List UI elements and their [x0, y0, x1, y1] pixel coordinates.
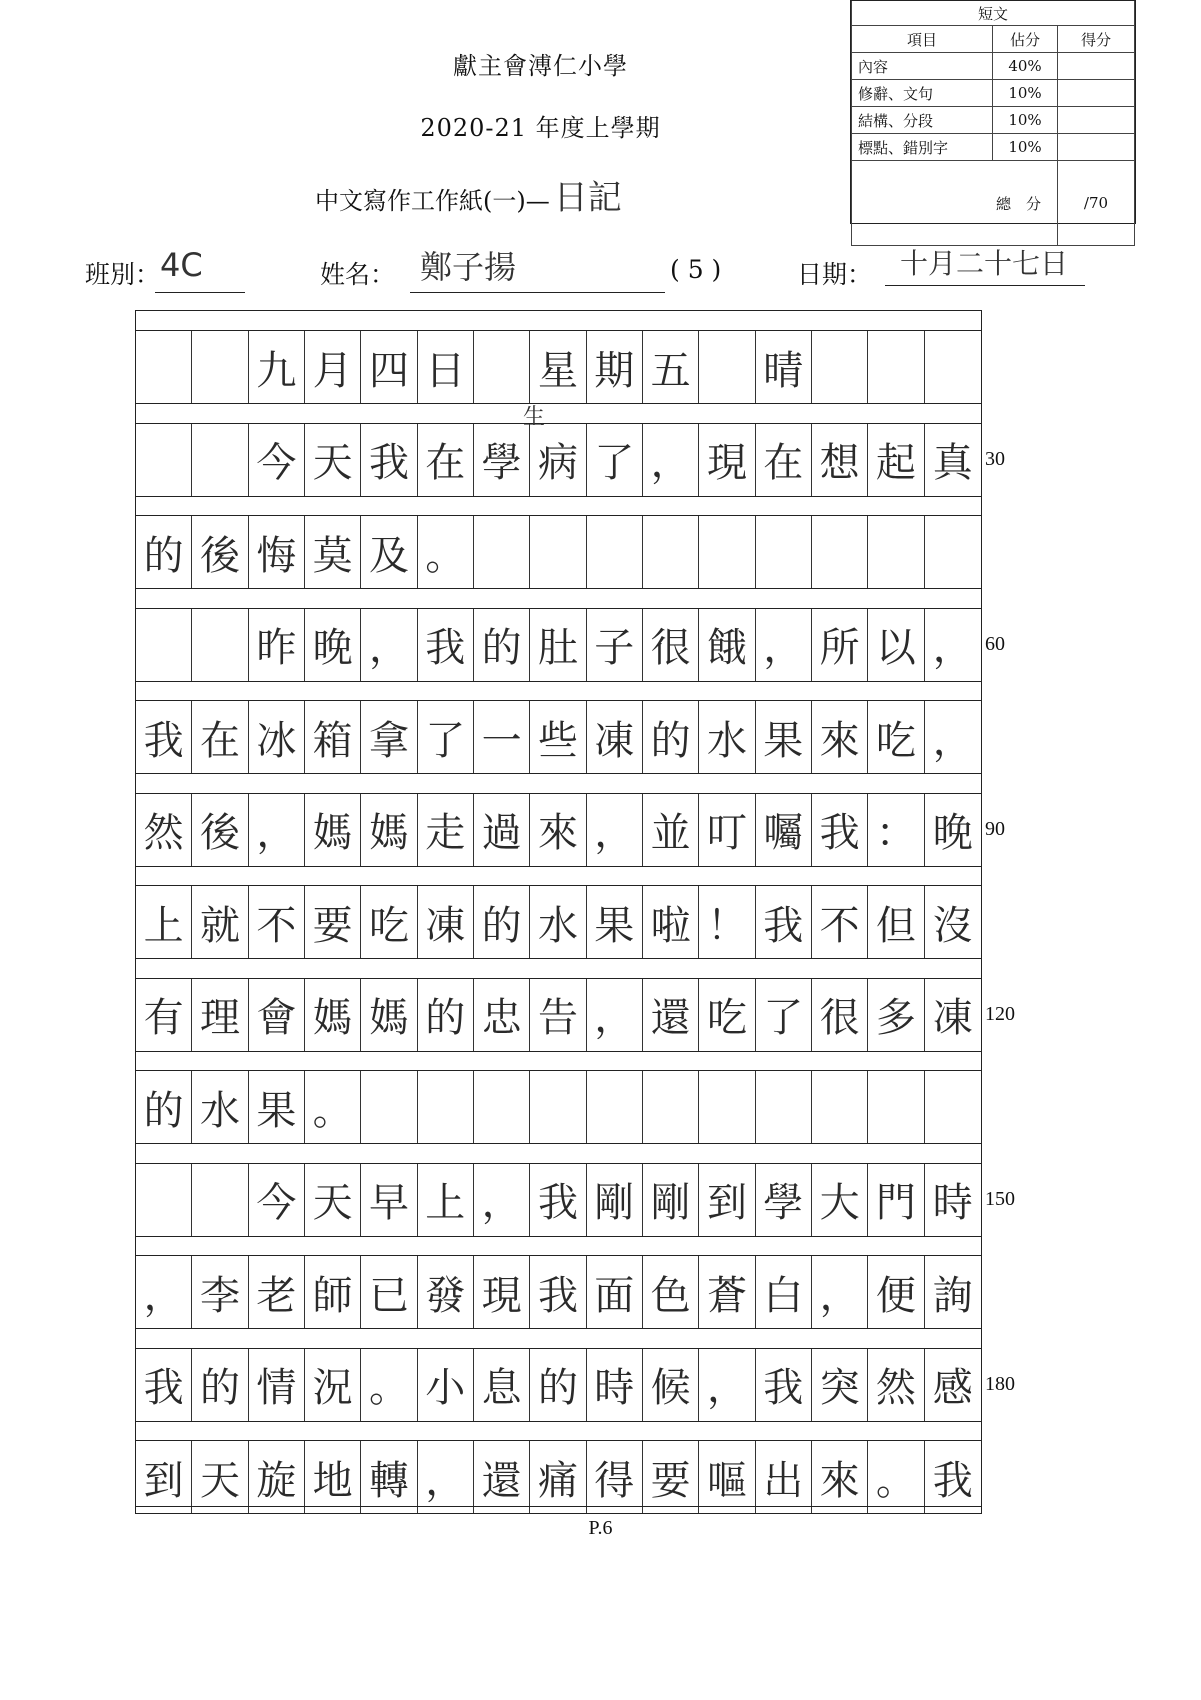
grid-cell: 餓 — [699, 609, 755, 681]
grid-cell: 水 — [699, 701, 755, 773]
grid-cell: 病 — [530, 424, 586, 496]
grid-cell: 忠 — [474, 979, 530, 1051]
grid-cell: 但 — [868, 886, 924, 958]
grid-cell: 我 — [136, 1349, 192, 1421]
grid-cell: ， — [249, 794, 305, 866]
grid-cell: 媽 — [305, 794, 361, 866]
grid-cell: 的 — [474, 886, 530, 958]
grid-cell: 白 — [756, 1256, 812, 1328]
grid-cell: 水 — [192, 1071, 248, 1143]
grid-cell: 我 — [756, 886, 812, 958]
grid-cell: 。 — [868, 1441, 924, 1513]
grid-cell: 已 — [361, 1256, 417, 1328]
grid-cell: 期 — [587, 331, 643, 403]
character-count-marker: 30 — [985, 447, 1005, 470]
grid-cell: 晚 — [932, 810, 973, 856]
grid-cell: 媽 — [361, 979, 417, 1051]
grid-cell: 旋 — [249, 1441, 305, 1513]
grade-weight: 40% — [993, 53, 1058, 80]
grid-cell: 子 — [587, 609, 643, 681]
grid-cell: 感 — [932, 1365, 973, 1411]
grading-box — [850, 0, 1136, 224]
grade-box-title: 短文 — [852, 1, 1135, 26]
grid-cell: 很 — [643, 609, 699, 681]
grid-cell: 到 — [699, 1164, 755, 1236]
page-number: P.6 — [588, 1517, 613, 1539]
grid-frame — [135, 310, 982, 1507]
grid-cell: 的 — [643, 701, 699, 773]
name-label: 姓名： — [320, 260, 396, 289]
grid-cell: 了 — [756, 979, 812, 1051]
grid-cell: 要 — [305, 886, 361, 958]
class-value: 4C — [160, 246, 203, 284]
grade-item: 結構、分段 — [852, 107, 993, 134]
grid-cell: 。 — [418, 516, 474, 588]
grid-cell: 想 — [812, 424, 868, 496]
grid-cell: ， — [418, 1441, 474, 1513]
grid-cell: 現 — [699, 424, 755, 496]
grid-cell: 我 — [812, 794, 868, 866]
grid-cell: 我 — [756, 1349, 812, 1421]
grid-cell: ： — [868, 794, 924, 866]
grid-cell: 過 — [474, 794, 530, 866]
grid-cell: 不 — [249, 886, 305, 958]
class-label: 班別： — [85, 260, 161, 289]
grid-cell: 來 — [812, 1441, 868, 1513]
grid-cell: 晚 — [305, 609, 361, 681]
total-label: 總 分 — [852, 161, 1058, 246]
grid-cell: 然 — [136, 794, 192, 866]
school-name: 獻主會溥仁小學 — [453, 52, 628, 80]
grid-cell: 候 — [643, 1349, 699, 1421]
grid-cell: 我 — [418, 609, 474, 681]
grade-weight: 10% — [993, 80, 1058, 107]
grid-cell: 我 — [361, 424, 417, 496]
worksheet-topic: 日記 — [553, 178, 622, 218]
grid-cell: 得 — [587, 1441, 643, 1513]
grid-cell: 些 — [530, 701, 586, 773]
grid-cell: 發 — [418, 1256, 474, 1328]
student-number: ( 5 ) — [670, 255, 722, 284]
grid-cell: ， — [136, 1256, 192, 1328]
grid-cell: 媽 — [361, 794, 417, 866]
grid-cell: 多 — [868, 979, 924, 1051]
grade-item: 標點、錯別字 — [852, 134, 993, 161]
grid-cell: 啦 — [643, 886, 699, 958]
grid-cell: 果 — [587, 886, 643, 958]
grid-cell: 剛 — [587, 1164, 643, 1236]
grid-cell: 早 — [361, 1164, 417, 1236]
grade-score-cell[interactable] — [1058, 107, 1135, 134]
grid-cell: 的 — [136, 1071, 192, 1143]
grid-cell: 況 — [305, 1349, 361, 1421]
grid-cell: 的 — [192, 1349, 248, 1421]
grid-cell: 學 — [474, 424, 530, 496]
grid-cell: 時 — [587, 1349, 643, 1421]
grid-cell: 息 — [474, 1349, 530, 1421]
grid-cell: 吃 — [699, 979, 755, 1051]
grid-cell: 果 — [756, 701, 812, 773]
grid-cell: 還 — [643, 979, 699, 1051]
character-count-marker: 60 — [985, 632, 1005, 655]
grid-cell: 我 — [932, 1457, 973, 1504]
grid-cell: ， — [361, 609, 417, 681]
grid-cell: 的 — [136, 516, 192, 588]
grid-cell: 了 — [418, 701, 474, 773]
inserted-correction: 生 — [523, 405, 546, 430]
grid-cell: 媽 — [305, 979, 361, 1051]
grid-cell: 叮 — [699, 794, 755, 866]
grid-cell: 轉 — [361, 1441, 417, 1513]
grid-cell: 時 — [932, 1180, 973, 1226]
grid-cell: 到 — [136, 1441, 192, 1513]
character-count-marker: 120 — [985, 1002, 1015, 1025]
grid-cell: 真 — [932, 440, 973, 486]
grid-cell: 及 — [361, 516, 417, 588]
name-underline — [410, 292, 665, 293]
grid-cell: 不 — [812, 886, 868, 958]
grade-score-cell[interactable] — [1058, 80, 1135, 107]
grid-cell: 悔 — [249, 516, 305, 588]
grid-cell: 五 — [643, 331, 699, 403]
grid-cell: 大 — [812, 1164, 868, 1236]
total-max: /70 — [1058, 161, 1135, 246]
grid-cell: 嘔 — [699, 1441, 755, 1513]
grid-cell: 情 — [249, 1349, 305, 1421]
grade-score-cell[interactable] — [1058, 134, 1135, 161]
grid-cell: 星 — [530, 331, 586, 403]
grid-cell: 晴 — [756, 331, 812, 403]
grid-cell: ， — [474, 1164, 530, 1236]
date-underline — [885, 285, 1085, 286]
col-weight-header: 佔分 — [993, 26, 1058, 53]
grid-cell: 就 — [192, 886, 248, 958]
grade-item: 內容 — [852, 53, 993, 80]
grid-cell: 告 — [530, 979, 586, 1051]
grid-cell: 我 — [530, 1164, 586, 1236]
grid-cell: ， — [699, 1349, 755, 1421]
grid-cell: 莫 — [305, 516, 361, 588]
grid-cell: 現 — [474, 1256, 530, 1328]
grid-cell: 後 — [192, 516, 248, 588]
col-score-header: 得分 — [1058, 26, 1135, 53]
grid-cell: 日 — [418, 331, 474, 403]
grid-cell: 的 — [418, 979, 474, 1051]
grid-cell: 。 — [305, 1071, 361, 1143]
character-count-marker: 180 — [985, 1372, 1015, 1395]
grid-cell: ， — [932, 717, 973, 764]
grid-cell: 九 — [249, 331, 305, 403]
grid-cell: 水 — [530, 886, 586, 958]
grid-cell: 的 — [474, 609, 530, 681]
grid-cell: 走 — [418, 794, 474, 866]
grid-cell: 拿 — [361, 701, 417, 773]
grid-cell: 一 — [474, 701, 530, 773]
grid-cell: 老 — [249, 1256, 305, 1328]
grid-cell: 囑 — [756, 794, 812, 866]
grid-cell: 果 — [249, 1071, 305, 1143]
grid-cell: 地 — [305, 1441, 361, 1513]
grid-cell: 師 — [305, 1256, 361, 1328]
worksheet-label: 中文寫作工作紙(一)— — [315, 187, 550, 215]
grid-cell: 要 — [643, 1441, 699, 1513]
grid-cell: 會 — [249, 979, 305, 1051]
grade-weight: 10% — [993, 134, 1058, 161]
character-count-marker: 90 — [985, 817, 1005, 840]
grid-cell: 上 — [136, 886, 192, 958]
grid-cell: 了 — [587, 424, 643, 496]
grid-cell: 來 — [812, 701, 868, 773]
grid-cell: 四 — [361, 331, 417, 403]
grid-cell: 我 — [530, 1256, 586, 1328]
worksheet-title — [315, 170, 622, 219]
class-underline — [155, 292, 245, 293]
grid-cell: 肚 — [530, 609, 586, 681]
grid-cell: 出 — [756, 1441, 812, 1513]
grid-cell: 吃 — [868, 701, 924, 773]
grid-cell: 我 — [136, 701, 192, 773]
grid-cell: 上 — [418, 1164, 474, 1236]
grid-cell: 有 — [136, 979, 192, 1051]
grid-cell: 剛 — [643, 1164, 699, 1236]
grid-cell: ， — [587, 794, 643, 866]
grade-weight: 10% — [993, 107, 1058, 134]
grid-cell: 還 — [474, 1441, 530, 1513]
grid-cell: ， — [756, 609, 812, 681]
grid-cell: 凍 — [587, 701, 643, 773]
grid-cell: 來 — [530, 794, 586, 866]
grid-cell: 小 — [418, 1349, 474, 1421]
grid-cell: 蒼 — [699, 1256, 755, 1328]
grid-cell: 天 — [305, 1164, 361, 1236]
grid-cell: 詢 — [932, 1272, 973, 1319]
grid-cell: ， — [643, 424, 699, 496]
grid-cell: 凍 — [932, 995, 973, 1041]
grid-cell: 面 — [587, 1256, 643, 1328]
grid-cell: 沒 — [932, 902, 973, 949]
grid-cell: 以 — [868, 609, 924, 681]
grid-cell: 冰 — [249, 701, 305, 773]
character-count-marker: 150 — [985, 1187, 1015, 1210]
grid-cell: ！ — [699, 886, 755, 958]
grid-cell: 箱 — [305, 701, 361, 773]
term-title: 2020-21 年度上學期 — [420, 114, 661, 142]
grid-cell: 學 — [756, 1164, 812, 1236]
grade-score-cell[interactable] — [1058, 53, 1135, 80]
grid-cell: 很 — [812, 979, 868, 1051]
grid-cell: 然 — [868, 1349, 924, 1421]
grid-cell: 便 — [868, 1256, 924, 1328]
grid-cell: 凍 — [418, 886, 474, 958]
grid-cell: 理 — [192, 979, 248, 1051]
date-label: 日期： — [797, 260, 873, 289]
grid-cell: 天 — [305, 424, 361, 496]
grid-cell: 突 — [812, 1349, 868, 1421]
grid-cell: 月 — [305, 331, 361, 403]
grid-cell: 後 — [192, 794, 248, 866]
grid-cell: 今 — [249, 424, 305, 496]
grid-cell: 天 — [192, 1441, 248, 1513]
grid-cell: 所 — [812, 609, 868, 681]
grid-cell: 起 — [868, 424, 924, 496]
grid-cell: ， — [812, 1256, 868, 1328]
grid-cell: ， — [932, 625, 973, 671]
grid-cell: 。 — [361, 1349, 417, 1421]
grid-cell: 並 — [643, 794, 699, 866]
grid-cell: 昨 — [249, 609, 305, 681]
grade-item: 修辭、文句 — [852, 80, 993, 107]
grid-cell: 色 — [643, 1256, 699, 1328]
grid-cell: 李 — [192, 1256, 248, 1328]
name-value: 鄭子揚 — [420, 248, 517, 286]
grid-cell: 痛 — [530, 1441, 586, 1513]
grid-cell: 在 — [756, 424, 812, 496]
grid-cell: 在 — [192, 701, 248, 773]
grid-cell: ， — [587, 979, 643, 1051]
grid-cell: 吃 — [361, 886, 417, 958]
grid-cell: 今 — [249, 1164, 305, 1236]
date-value: 十月二十七日 — [900, 247, 1069, 280]
grid-cell: 門 — [868, 1164, 924, 1236]
grid-cell: 的 — [530, 1349, 586, 1421]
col-item-header: 項目 — [852, 26, 993, 53]
grid-cell: 在 — [418, 424, 474, 496]
